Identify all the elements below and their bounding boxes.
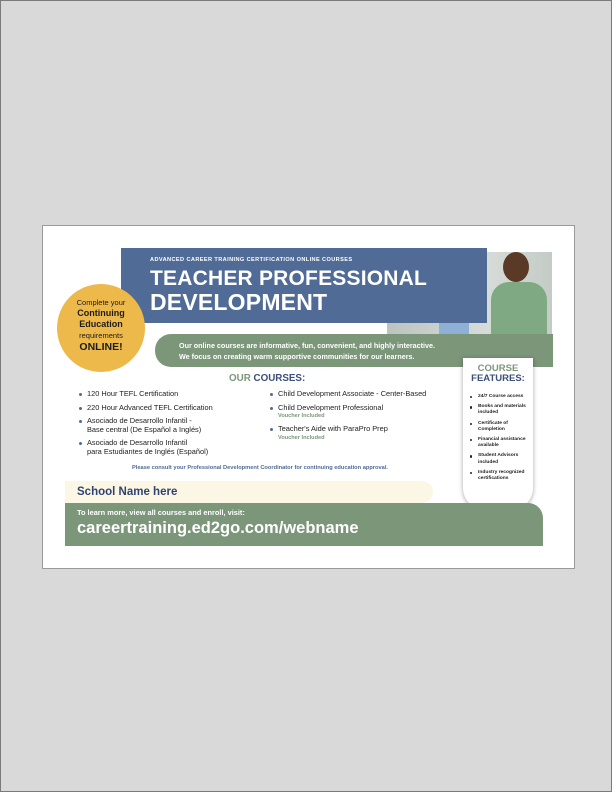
features-list [469,394,531,486]
feature-item: 24/7 Course access [469,394,531,400]
feature-item: Student Advisors included [469,453,531,465]
courses-heading: OUR COURSES: [229,373,306,384]
consult-note: Please consult your Professional Development Coordinator for continuing education approval. [132,465,388,471]
course-features-panel [463,358,533,510]
course-item: Child Development Associate - Center-Based [270,390,460,399]
header-kicker: ADVANCED CAREER TRAINING CERTIFICATION ONLINE COURSES [150,257,353,263]
badge-line: Complete your [76,298,126,307]
course-list-right [270,390,460,447]
feature-item: Industry recognized certifications [469,470,531,482]
course-list-left [79,390,259,462]
badge-line: Continuing [77,308,125,318]
flyer-card [42,225,575,569]
voucher-note: Voucher Included [278,413,325,420]
features-heading: FEATURES: [471,373,525,384]
badge-line: ONLINE! [79,341,123,353]
feature-item: Certificate of Completion [469,421,531,433]
course-item: Child Development Professional Voucher Included [270,404,460,421]
footer-banner [65,503,543,546]
footer-prompt: To learn more, view all courses and enroll, visit: [77,508,245,517]
intro-text: We focus on creating warm supportive communities for our learners. [179,352,415,361]
school-name: School Name here [77,486,178,498]
continuing-education-badge [57,284,145,372]
page-title-line1: TEACHER PROFESSIONAL [150,267,428,290]
voucher-note: Voucher Included [278,434,325,441]
feature-item: Books and materials included [469,404,531,416]
course-item: Asociado de Desarrollo Infantil - Base central (De Español a Inglés) [79,417,259,434]
school-name-bar [65,481,433,503]
intro-text: Our online courses are informative, fun, convenient, and highly interactive. [179,341,436,350]
website-link[interactable]: careertraining.ed2go.com/webname [77,519,359,537]
course-item: Asociado de Desarrollo Infantil para Estudiantes de Inglés (Español) [79,439,259,456]
features-heading: COURSE [477,363,519,374]
course-item: Teacher's Aide with ParaPro Prep Voucher Included [270,425,460,442]
course-item: 220 Hour Advanced TEFL Certification [79,404,259,413]
badge-line: Education [79,319,123,329]
badge-line: requirements [79,331,123,340]
page-title-line2: DEVELOPMENT [150,289,328,315]
course-item: 120 Hour TEFL Certification [79,390,259,399]
header-banner [121,248,487,323]
feature-item: Financial assistance available [469,437,531,449]
